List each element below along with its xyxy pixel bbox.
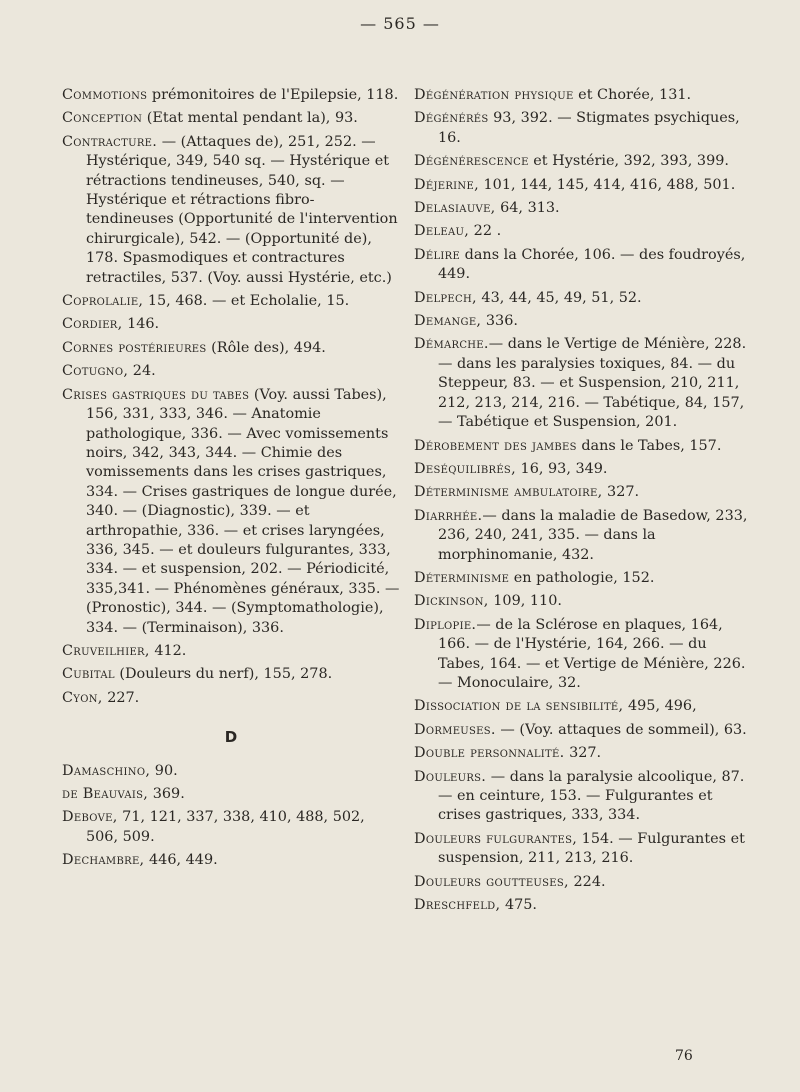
index-entry [414, 176, 752, 195]
index-entry [414, 616, 752, 694]
entry-heading: Diarrhée. [414, 507, 483, 524]
entry-references: (Douleurs du nerf), 155, 278. [114, 666, 333, 683]
signature-mark: 76 [675, 1048, 693, 1064]
entry-heading: Dissociation de la sensibilité, [414, 698, 624, 715]
entry-heading: Damaschino, [62, 762, 151, 779]
entry-heading: Deséquilibrés, [414, 460, 516, 477]
index-entry [414, 437, 752, 456]
index-entry [414, 289, 752, 308]
entry-references: 154. — Fulgurantes et suspension, 211, 213, 216. [438, 830, 745, 867]
index-entry [62, 386, 400, 638]
index-entry [414, 335, 752, 432]
index-entry [414, 830, 752, 869]
entry-heading: Déjerine, [414, 176, 479, 193]
entry-heading: Commotions [62, 87, 148, 103]
index-entry [62, 762, 400, 781]
entry-references: — de la Sclérose en plaques, 164, 166. — de l'Hystérie, 164, 266. — du Tabes, 164. — et Vertige de Ménière, 226. — Monoculaire, 32. [438, 616, 746, 691]
entry-references: 336. [481, 313, 518, 330]
index-entry [414, 109, 752, 148]
entry-references: en pathologie, 152. [509, 569, 655, 586]
index-entry [414, 246, 752, 285]
index-entry [414, 744, 752, 763]
index-entry [414, 569, 752, 588]
entry-references: et Hystérie, 392, 393, 399. [528, 153, 729, 170]
entry-heading: Double personnalité. [414, 745, 565, 762]
index-entry [414, 483, 752, 502]
entry-heading: Contracture. [62, 133, 158, 150]
entry-references: dans le Tabes, 157. [576, 437, 722, 454]
index-entry [414, 896, 752, 915]
entry-references: 24. [128, 363, 156, 380]
index-entry [62, 689, 400, 708]
index-entry [62, 851, 400, 870]
entry-heading: Cotugno, [62, 363, 129, 380]
entry-heading: Dégénérés [414, 110, 489, 127]
entry-heading: Dechambre, [62, 852, 145, 869]
entry-references: 64, 313. [495, 200, 560, 217]
entry-references: et Chorée, 131. [573, 87, 692, 103]
index-entry [414, 460, 752, 479]
entry-references: 412. [149, 642, 187, 659]
entry-heading: Delasiauve, [414, 200, 496, 217]
index-entry [62, 109, 400, 128]
entry-heading: Debove, [62, 809, 118, 826]
index-entry [62, 86, 400, 105]
index-entry [62, 808, 400, 847]
entry-heading: Cornes postérieures [62, 339, 207, 356]
entry-heading: Dormeuses. [414, 721, 496, 738]
entry-references: prémonitoires de l'Epilepsie, 118. [147, 87, 399, 103]
entry-heading: Douleurs goutteuses, [414, 873, 569, 890]
section-letter: D [224, 728, 238, 747]
entry-heading: Déterminisme ambulatoire, [414, 484, 603, 501]
entry-heading: Demange, [414, 313, 482, 330]
entry-heading: Deleau, [414, 223, 470, 240]
right-column [414, 86, 752, 919]
entry-heading: Démarche. [414, 336, 489, 353]
index-entry [62, 642, 400, 661]
entry-heading: Cordier, [62, 316, 123, 333]
index-entry [62, 315, 400, 334]
index-entry [62, 133, 400, 288]
entry-heading: Cruveilhier, [62, 642, 150, 659]
entry-references: 109, 110. [488, 593, 562, 610]
entry-heading: Cubital [62, 666, 115, 683]
index-entry [414, 721, 752, 740]
entry-references: 22 . [469, 223, 502, 240]
entry-references: dans la Chorée, 106. — des foudroyés, 449. [438, 246, 746, 283]
left-column [62, 86, 400, 875]
entry-references: (Rôle des), 494. [206, 339, 326, 356]
index-entry [414, 222, 752, 241]
left-entries [62, 86, 400, 708]
entry-heading: Conception [62, 110, 143, 127]
entry-references: — (Attaques de), 251, 252. — Hystérique, 349, 540 sq. — Hystérique et rétractions tendineuses, 540, sq. — Hystérique et rétractions fibro-tendineuses (Opportunité de l'intervention chirurgicale), 542. — (Opportunité de), 178. Spasmodiques et contractures retractiles, 537. (Voy. aussi Hystérie, etc.) [86, 133, 398, 286]
entry-heading: Diplopie. [414, 616, 477, 633]
index-entry [414, 592, 752, 611]
entry-references: 101, 144, 145, 414, 416, 488, 501. [478, 176, 736, 193]
entry-references: 90. [150, 762, 178, 779]
entry-heading: Cyon, [62, 689, 103, 706]
index-entry [62, 292, 400, 311]
entry-heading: Crises gastriques du tabes [62, 386, 250, 403]
entry-references: 16, 93, 349. [515, 460, 608, 477]
entry-heading: Dérobement des jambes [414, 437, 577, 454]
page-number: — 565 — [360, 14, 440, 33]
entry-heading: Déterminisme [414, 569, 510, 586]
right-entries [414, 86, 752, 915]
index-entry [414, 507, 752, 565]
index-entry [62, 785, 400, 804]
entry-heading: Dégénération physique [414, 87, 574, 103]
entry-references: 369. [148, 786, 185, 802]
entry-heading: Dickinson, [414, 593, 489, 610]
entry-references: (Voy. aussi Tabes), 156, 331, 333, 346. — Anatomie pathologique, 336. — Avec vomissements noirs, 342, 343, 344. — Chimie des vomissements dans les crises gastriques, 334. — Crises gastriques de longue durée, 340. — (Diagnostic), 339. — et arthropathie, 336. — et crises laryngées, 336, 345. — et douleurs fulgurantes, 333, 334. — et suspension, 202. — Périodicité, 335,341. — Phénomènes généraux, 335. — (Pronostic), 344. — (Symptomathologie), 334. — (Terminaison), 336. [86, 386, 400, 636]
index-entry [414, 768, 752, 826]
index-entry [414, 873, 752, 892]
index-entry [62, 665, 400, 684]
entry-references: 43, 44, 45, 49, 51, 52. [476, 289, 642, 306]
entry-heading: Douleurs. [414, 768, 487, 785]
entry-references: 446, 449. [144, 852, 218, 869]
entry-references: (Etat mental pendant la), 93. [142, 110, 358, 127]
entry-heading: Delpech, [414, 289, 477, 306]
entry-references: — dans la paralysie alcoolique, 87. — en ceinture, 153. — Fulgurantes et crises gastriques, 333, 334. [438, 768, 745, 824]
index-entry [414, 152, 752, 171]
entry-heading: Délire [414, 246, 461, 263]
index-entry [414, 199, 752, 218]
entry-references: — (Voy. attaques de sommeil), 63. [495, 721, 747, 738]
left-entries-d [62, 762, 400, 871]
entry-references: 15, 468. — et Echolalie, 15. [143, 293, 350, 310]
index-entry [414, 312, 752, 331]
entry-references: 227. [102, 689, 140, 706]
entry-references: 327. [564, 745, 602, 762]
entry-references: — dans la maladie de Basedow, 233, 236, 240, 241, 335. — dans la morphinomanie, 432. [438, 507, 748, 563]
entry-references: 495, 496, [623, 698, 697, 715]
entry-heading: Dégénérescence [414, 153, 529, 170]
entry-references: — dans le Vertige de Ménière, 228. — dans les paralysies toxiques, 84. — du Steppeur, 83. — et Suspension, 210, 211, 212, 213, 214, 216. — Tabétique, 84, 157, — Tabétique et Suspension, 201. [438, 336, 747, 431]
index-entry [414, 697, 752, 716]
index-entry [62, 362, 400, 381]
entry-references: 327. [602, 484, 640, 501]
index-entry [62, 339, 400, 358]
entry-heading: Coprolalie, [62, 293, 144, 310]
entry-references: 475. [500, 897, 537, 914]
entry-references: 146. [122, 316, 160, 333]
entry-heading: Dreschfeld, [414, 897, 501, 914]
entry-heading: de Beauvais, [62, 786, 149, 802]
entry-heading: Douleurs fulgurantes, [414, 830, 578, 847]
entry-references: 224. [568, 873, 606, 890]
entry-references: 93, 392. — Stigmates psychiques, 16. [438, 110, 740, 146]
entry-references: 71, 121, 337, 338, 410, 488, 502, 506, 509. [86, 809, 365, 845]
index-entry [414, 86, 752, 105]
